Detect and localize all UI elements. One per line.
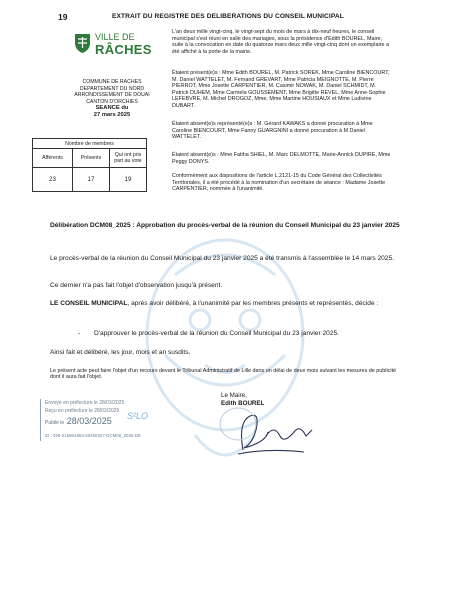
table-cell: 23	[33, 168, 73, 192]
stamp-blue-mark: S²LO	[127, 411, 149, 421]
commune-line: DEPARTEMENT DU NORD	[79, 85, 145, 92]
column-header: Présents	[73, 149, 110, 168]
bullet-dash: -	[78, 330, 81, 337]
council-label: LE CONSEIL MUNICIPAL	[50, 300, 128, 307]
table-header: Nombre de membres	[33, 139, 147, 149]
logo-line-ville: VILLE DE	[95, 32, 135, 42]
intro-paragraph: L'an deux mille vingt-cinq, le vingt-sept du mois de mars à dix-neuf heures, le conseil municipal s'est réuni en salle des mariages, sous la présidence d'Edith BOUREL, Maire, suite à la convocation en date du quatorze mars deux mille vingt-cinq dont un exemplaire a été affiché à la porte de la mairie.	[172, 29, 389, 55]
stamp-published-date: 28/03/2025	[66, 416, 112, 426]
page-number: 19	[58, 12, 68, 22]
absent-members-paragraph: Étaient absent(e)s : Mme Fatiha SHIEL, M. Marc DELMOTTE, Marie-Annick DUPIRE, Mme Peggy DONYS.	[172, 152, 391, 165]
council-text: , après avoir délibéré, à l'unanimité par les membres présents et représentés, décide :	[127, 300, 379, 307]
stamp-published	[45, 418, 112, 426]
table-cell: 19	[110, 168, 147, 192]
seance-label: SEANCE du	[95, 105, 129, 111]
shield-icon	[74, 33, 91, 54]
column-header: Qui ont pris part au vote	[110, 149, 147, 168]
column-header: Afférents	[33, 149, 73, 168]
commune-block	[58, 79, 166, 105]
table-row	[33, 139, 147, 149]
no-remark-paragraph: Ce dernier n'a pas fait l'objet d'observation jusqu'à présent.	[50, 282, 223, 289]
signatory-name: Edith BOUREL	[221, 400, 265, 407]
stamp-sent-line: Envoyé en préfecture le 28/03/2025	[45, 400, 125, 406]
members-count-table	[32, 138, 147, 192]
present-members-paragraph: Étaient présent(e)s : Mme Edith BOUREL, M. Patrick SOREK, Mme Caroline BIENCOURT, M. Daniel WATTELET, M. Fernand GREVART, Mme Patricia MEIGNOTTE, M. Pierre PIERROT, Mme Josette CARPENTIER, M. Casimir NOWAK, M. Daniel SCHMIDT, M. Patrick DUHEM, Mme Carmela GOUSSEMENT, Mme Brigitte REVEL, Mme Anne-Sophie LEFEBVRE, M. Michel DROGOZ, Mme, Mme Martine HOUSIAUX et Mme Ludivine DUBART.	[172, 70, 390, 109]
commune-line: CANTON D'ORCHIES	[86, 98, 138, 105]
table-row	[33, 149, 147, 168]
logo-line-name: RÂCHES	[95, 42, 152, 57]
deliberation-title: Délibération DCM08_2025 : Approbation du procès-verbal de la réunion du Conseil Municipal du 23 janvier 2025	[50, 222, 400, 229]
commune-line: ARRONDISSEMENT DE DOUAI	[74, 92, 150, 99]
stamp-id: ID : 059-215904863-20250327-DCM08_2025-DE	[45, 433, 141, 438]
stamp-published-label: Publié le	[45, 420, 65, 426]
seance-date	[58, 105, 166, 119]
document-header-title: EXTRAIT DU REGISTRE DES DELIBERATIONS DU CONSEIL MUNICIPAL	[112, 13, 344, 20]
town-logo	[74, 32, 170, 66]
commune-line: COMMUNE DE RACHES	[82, 79, 142, 85]
decision-item: D'approuver le procès-verbal de la réunion du Conseil Municipal du 23 janvier 2025.	[94, 330, 340, 337]
absent-represented-paragraph: Étaient absent(e)s représenté(e)s : M. Gérard KAWAKS a donné procuration à Mme Caroline BIENCOURT, Mme Fanny GUARGNINI a donné procuration à M Daniel WATTELET.	[172, 121, 373, 140]
table-cell: 17	[73, 168, 110, 192]
secretary-paragraph: Conformément aux dispositions de l'article L.2121-15 du Code Général des Collectivités Territoriales, il a été procédé à la nomination d'un secrétaire de séance : Madame Josette CARPENTIER, nommée à l'unanimité.	[172, 173, 386, 192]
stamp-received-line: Reçu en préfecture le 28/03/2025	[45, 408, 120, 414]
seance-value: 27 mars 2025	[93, 112, 131, 118]
signatory-title: Le Maire,	[221, 392, 247, 399]
closing-paragraph: Ainsi fait et délibéré, les jour, mois et an susdits.	[50, 349, 191, 356]
prefecture-stamp	[40, 399, 172, 441]
table-row	[33, 168, 147, 192]
handwritten-signature	[208, 402, 328, 462]
council-decision-paragraph	[50, 300, 400, 308]
appeal-notice: Le présent acte peut faire l'objet d'un recours devant le Tribunal Administratif de Lille dans un délai de deux mois suivant les mesures de publicité dont il aura fait l'objet.	[50, 368, 397, 381]
approval-paragraph: Le procès-verbal de la réunion du Conseil Municipal du 23 janvier 2025 a été transmis à l'assemblée le 14 mars 2025.	[50, 255, 394, 262]
